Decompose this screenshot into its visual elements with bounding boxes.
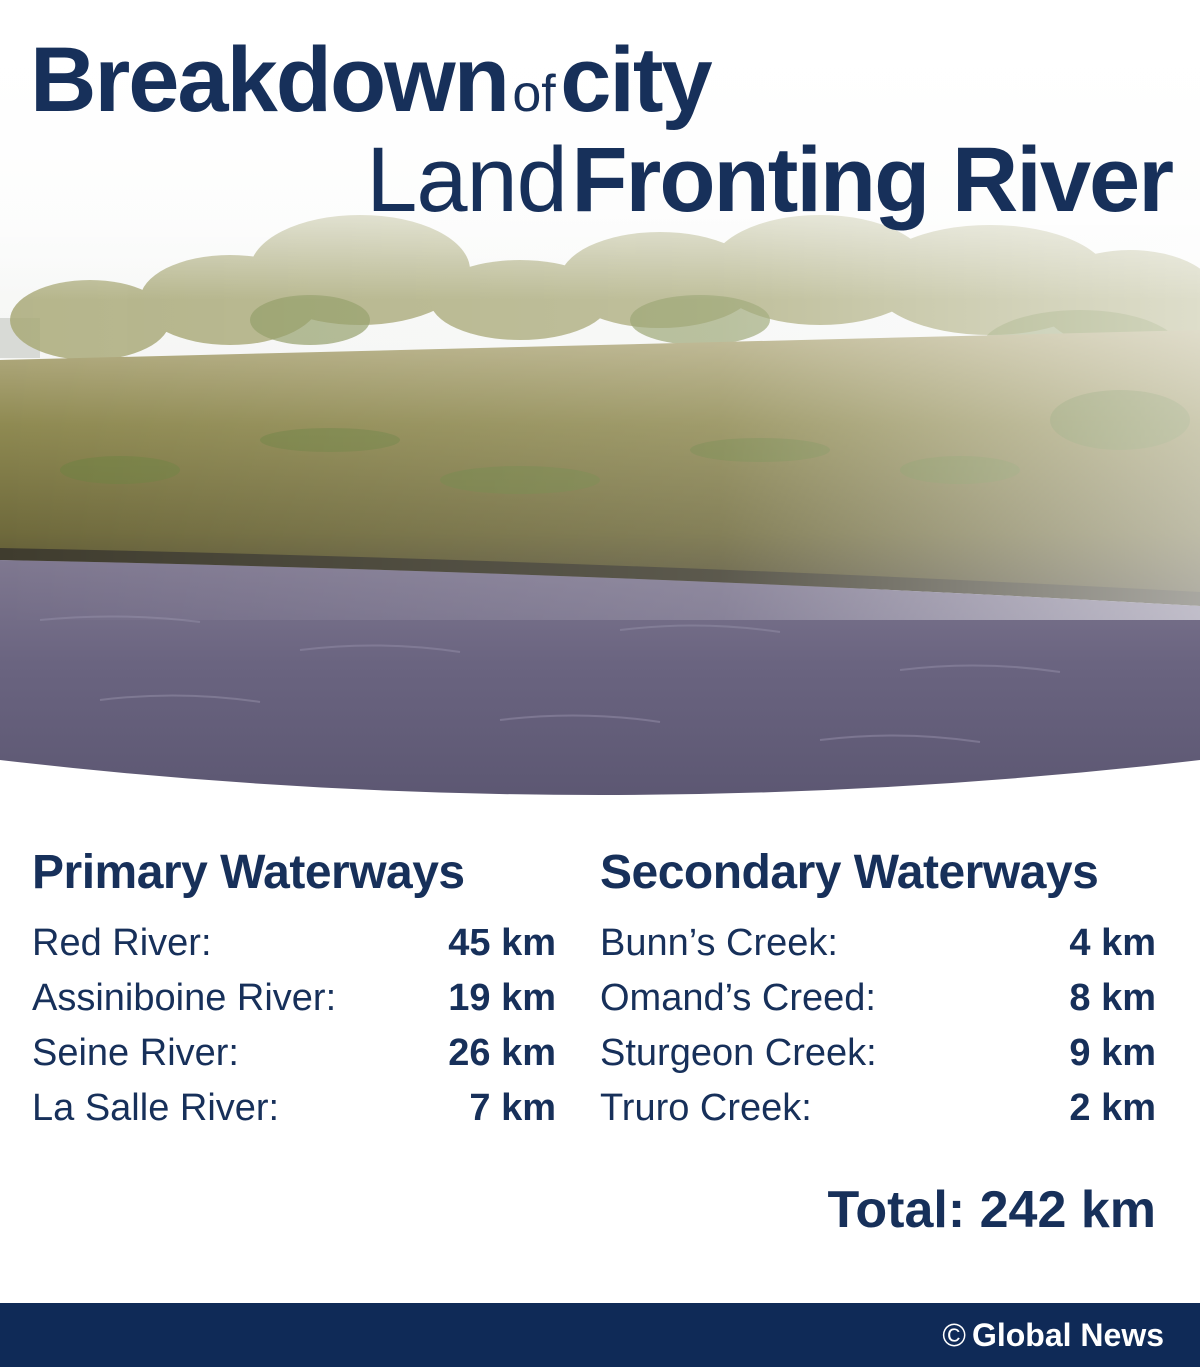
waterway-name: Bunn’s Creek:: [600, 922, 838, 964]
brand-name: Global News: [971, 1317, 1164, 1353]
list-item: [32, 971, 556, 1026]
title-line-2: [366, 128, 1172, 233]
title-word-of: of: [512, 65, 556, 123]
title-word-city: city: [560, 29, 711, 131]
waterway-length: 2 km: [1069, 1087, 1156, 1129]
list-item: [600, 1081, 1156, 1136]
list-item: [600, 916, 1156, 971]
waterway-name: Truro Creek:: [600, 1087, 812, 1129]
waterway-name: Assiniboine River:: [32, 977, 337, 1019]
secondary-waterways-heading: Secondary Waterways: [600, 846, 1099, 899]
list-item: [32, 1081, 556, 1136]
list-item: [600, 1026, 1156, 1081]
title-word-land: Land: [366, 129, 567, 231]
title-word-fronting-river: Fronting River: [571, 129, 1172, 231]
waterway-name: Red River:: [32, 922, 212, 964]
title-line-1: [30, 28, 711, 133]
list-item: [32, 916, 556, 971]
primary-waterways-list: [32, 916, 556, 1136]
waterway-length: 7 km: [469, 1087, 556, 1129]
waterway-name: Omand’s Creed:: [600, 977, 876, 1019]
secondary-waterways-section: [600, 842, 1156, 1136]
page-title: [0, 0, 1200, 240]
list-item: [600, 971, 1156, 1026]
waterway-length: 9 km: [1069, 1032, 1156, 1074]
waterway-length: 8 km: [1069, 977, 1156, 1019]
total-length: Total: 242 km: [827, 1181, 1156, 1239]
waterway-length: 19 km: [448, 977, 556, 1019]
waterway-name: Seine River:: [32, 1032, 239, 1074]
credit: [942, 1303, 1164, 1367]
footer-bar: [0, 1303, 1200, 1367]
primary-waterways-section: [32, 842, 556, 1136]
secondary-waterways-list: [600, 916, 1156, 1136]
waterway-name: La Salle River:: [32, 1087, 280, 1129]
title-word-breakdown: Breakdown: [30, 29, 508, 131]
primary-waterways-heading: Primary Waterways: [32, 846, 465, 899]
waterway-length: 4 km: [1069, 922, 1156, 964]
copyright-symbol: ©: [942, 1317, 966, 1353]
list-item: [32, 1026, 556, 1081]
waterway-length: 26 km: [448, 1032, 556, 1074]
waterway-name: Sturgeon Creek:: [600, 1032, 877, 1074]
waterway-length: 45 km: [448, 922, 556, 964]
